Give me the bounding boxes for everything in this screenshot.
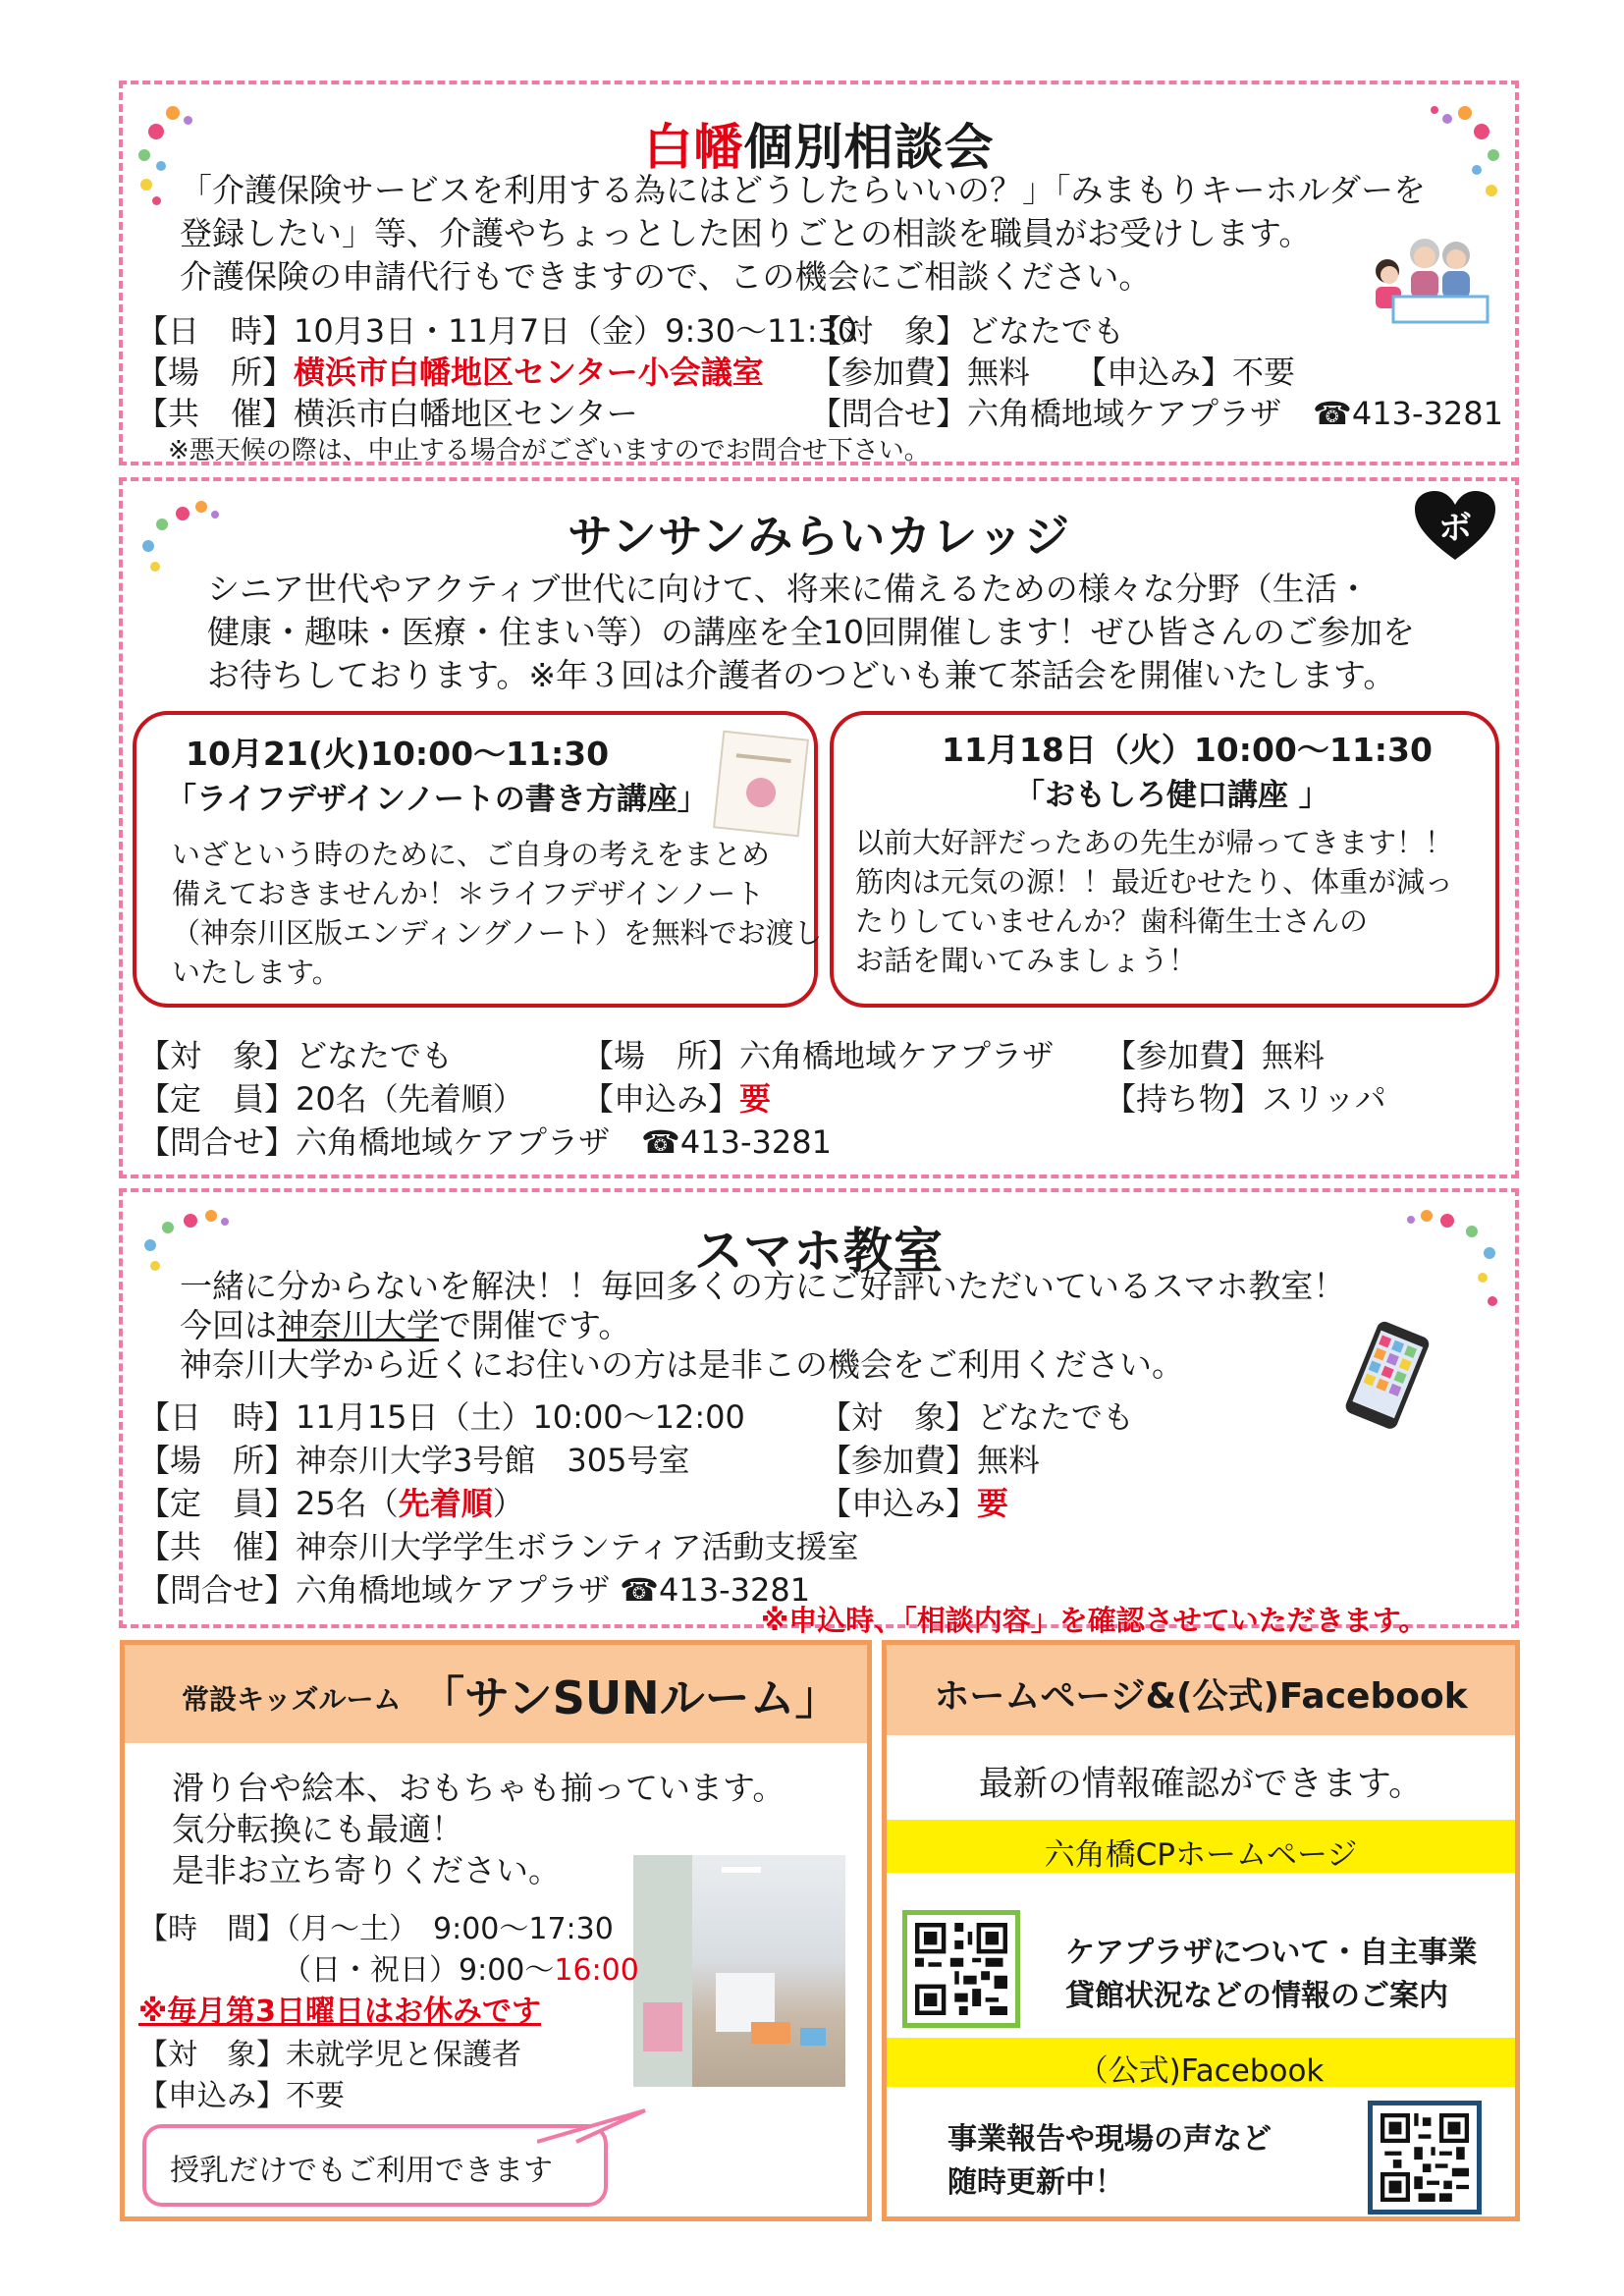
college-section bbox=[119, 477, 1519, 1178]
fee-info: 【参加費】無料 bbox=[810, 354, 1031, 391]
capacity-pre: 【定 員】25名（ bbox=[138, 1485, 399, 1522]
capacity-post: ） bbox=[492, 1485, 524, 1522]
section-title: サンサンみらいカレッジ bbox=[568, 510, 1070, 563]
kids-desc-1: 滑り台や絵本、おもちゃも揃っています。 bbox=[172, 1769, 785, 1807]
header-big: 「サンSUNルーム」 bbox=[419, 1671, 840, 1724]
course-card-2 bbox=[830, 711, 1499, 1008]
course-desc-4: お話を聞いてみましょう！ bbox=[855, 944, 1198, 977]
web-header bbox=[887, 1645, 1515, 1735]
intro-line-2: 健康・趣味・医療・住まい等）の講座を全10回開催します！ぜひ皆さんのご参加を bbox=[207, 613, 1415, 651]
web-header-text: ホームページ&(公式)Facebook bbox=[934, 1676, 1468, 1717]
capacity-info: 【定 員】20名（先着順） bbox=[138, 1080, 524, 1118]
speech-bubble-text: 授乳だけでもご利用できます bbox=[170, 2154, 553, 2188]
course-title: 「ライフデザインノートの書き方講座」 bbox=[166, 782, 708, 817]
intro-line-2-pre: 今回は bbox=[180, 1306, 277, 1344]
course-desc-1: いざという時のために、ご自身の考えをまとめ bbox=[172, 838, 771, 871]
header-small: 常設キッズルーム bbox=[182, 1683, 402, 1716]
contact-info: 【問合せ】六角橋地域ケアプラザ ☎413-3281 bbox=[138, 1123, 832, 1161]
bring-info: 【持ち物】スリッパ bbox=[1105, 1080, 1386, 1118]
host-info: 【共 催】横浜市白幡地区センター bbox=[136, 395, 638, 432]
date-info: 【日 時】11月15日（土）10:00～12:00 bbox=[138, 1398, 745, 1436]
place-value: 横浜市白幡地区センター小会議室 bbox=[294, 354, 764, 391]
intro-line-3: 神奈川大学から近くにお住いの方は是非この機会をご利用ください。 bbox=[180, 1345, 1184, 1384]
homepage-desc-1: ケアプラザについて・自主事業 bbox=[1065, 1936, 1478, 1970]
university-link[interactable]: 神奈川大学 bbox=[277, 1306, 439, 1344]
apply-info: 【申込み】不要 bbox=[138, 2079, 345, 2113]
consultation-section bbox=[119, 81, 1519, 465]
capacity-highlight: 先着順 bbox=[398, 1485, 493, 1522]
course-desc-2: 筋肉は元気の源！！最近むせたり、体重が減っ bbox=[855, 865, 1454, 899]
intro-line-3: お待ちしております。※年３回は介護者のつどいも兼て茶話会を開催いたします。 bbox=[207, 656, 1396, 694]
date-info: 【日 時】10月3日・11月7日（金）9:30～11:30 bbox=[136, 312, 858, 350]
web-facebook-panel bbox=[882, 1640, 1520, 2221]
hours-weekday: 【時 間】（月～土） 9:00～17:30 bbox=[138, 1912, 614, 1946]
homepage-desc-2: 貸館状況などの情報のご案内 bbox=[1065, 1979, 1448, 2013]
intro-line-2 bbox=[180, 1306, 630, 1345]
apply-value: 要 bbox=[977, 1485, 1009, 1522]
intro-line-1: 「介護保険サービスを利用する為にはどうしたらいいの？」「みまもりキーホルダーを bbox=[180, 171, 1427, 209]
course-desc-1: 以前大好評だったあの先生が帰ってきます！！ bbox=[855, 826, 1454, 859]
facebook-desc-2: 随時更新中！ bbox=[947, 2165, 1124, 2200]
facebook-qr-code[interactable] bbox=[1368, 2101, 1482, 2214]
web-lead: 最新の情報確認ができます。 bbox=[978, 1765, 1424, 1804]
contact-info: 【問合せ】六角橋地域ケアプラザ ☎413-3281 bbox=[810, 395, 1503, 432]
place-info: 【場 所】六角橋地域ケアプラザ bbox=[582, 1037, 1055, 1074]
target-info: 【対 象】未就学児と保護者 bbox=[138, 2038, 521, 2072]
kids-desc-2: 気分転換にも最適！ bbox=[172, 1810, 463, 1848]
hours-holiday bbox=[282, 1945, 639, 1989]
title-rest: 個別相談会 bbox=[743, 119, 995, 176]
smartphone-class-section bbox=[119, 1188, 1519, 1637]
course-date: 10月21(火)10:00～11:30 bbox=[186, 735, 610, 773]
target-info: 【対 象】どなたでも bbox=[138, 1037, 454, 1074]
section-title: スマホ教室 bbox=[694, 1223, 944, 1280]
capacity-info bbox=[138, 1479, 524, 1524]
kids-desc-3: 是非お立ち寄りください。 bbox=[172, 1851, 561, 1889]
intro-line-2-post: で開催です。 bbox=[439, 1306, 631, 1344]
kids-room-photo bbox=[633, 1855, 845, 2087]
facebook-band-text: （公式)Facebook bbox=[1077, 2053, 1325, 2089]
consultation-illustration bbox=[1364, 228, 1489, 326]
course-desc-2: 備えておきませんか！＊ライフデザインノート bbox=[172, 877, 765, 910]
place-info: 【場 所】神奈川大学3号館 305号室 bbox=[138, 1442, 690, 1479]
target-info: 【対 象】どなたでも bbox=[820, 1398, 1135, 1436]
fee-info: 【参加費】無料 bbox=[820, 1442, 1041, 1479]
intro-line-3: 介護保険の申請代行もできますので、この機会にご相談ください。 bbox=[180, 257, 1152, 296]
closed-day-note: ※毎月第3日曜日はお休みです bbox=[138, 1995, 542, 2029]
intro-line-1: 一緒に分からないを解決！！毎回多くの方にご好評いただいているスマホ教室！ bbox=[180, 1267, 1346, 1305]
host-info: 【共 催】神奈川大学学生ボランティア活動支援室 bbox=[138, 1528, 859, 1565]
intro-line-1: シニア世代やアクティブ世代に向けて、将来に備えるための様々な分野（生活・ bbox=[207, 570, 1370, 608]
homepage-qr-code[interactable] bbox=[902, 1910, 1020, 2028]
speech-bubble-tail bbox=[537, 2106, 655, 2146]
homepage-band-text: 六角橋CPホームページ bbox=[1044, 1837, 1358, 1873]
apply-info bbox=[820, 1479, 1008, 1524]
hours-holiday-pre: （日・祝日）9:00～ bbox=[282, 1953, 555, 1988]
place-label: 【場 所】 bbox=[136, 354, 295, 391]
apply-label: 【申込み】 bbox=[582, 1080, 740, 1118]
target-info: 【対 象】どなたでも bbox=[810, 312, 1125, 350]
badge-text: ボ bbox=[1438, 509, 1472, 548]
apply-info: 【申込み】不要 bbox=[1075, 354, 1296, 391]
kids-room-header bbox=[125, 1645, 867, 1743]
apply-info bbox=[582, 1074, 771, 1120]
course-card-1 bbox=[133, 711, 823, 1008]
kids-room-panel bbox=[120, 1640, 872, 2221]
title-highlight: 白幡 bbox=[643, 119, 744, 176]
course-desc-3: たりしていませんか？歯科衛生士さんの bbox=[855, 904, 1369, 938]
weather-note: ※悪天候の際は、中止する場合がございますのでお問合せ下さい。 bbox=[168, 436, 930, 465]
course-title: 「おもしろ健口講座 」 bbox=[1014, 778, 1329, 813]
course-date: 11月18日（火）10:00～11:30 bbox=[942, 731, 1433, 769]
note-book-image bbox=[713, 731, 809, 838]
facebook-band bbox=[887, 2038, 1515, 2087]
facebook-desc-1: 事業報告や現場の声など bbox=[947, 2122, 1272, 2157]
smartphone-icon bbox=[1332, 1320, 1440, 1430]
contact-info: 【問合せ】六角橋地域ケアプラザ ☎413-3281 bbox=[138, 1571, 811, 1609]
course-desc-3: （神奈川区版エンディングノート）を無料でお渡し bbox=[172, 916, 823, 950]
intro-line-2: 登録したい」等、介護やちょっとした困りごとの相談を職員がお受けします。 bbox=[180, 214, 1312, 252]
apply-label: 【申込み】 bbox=[820, 1485, 978, 1522]
application-note: ※申込時、「相談内容」を確認させていただきます。 bbox=[761, 1604, 1428, 1637]
hours-holiday-end: 16:00 bbox=[554, 1953, 639, 1988]
course-desc-4: いたします。 bbox=[172, 956, 341, 989]
place-info bbox=[136, 348, 764, 393]
homepage-band bbox=[887, 1820, 1515, 1873]
fee-info: 【参加費】無料 bbox=[1105, 1037, 1326, 1074]
apply-value: 要 bbox=[739, 1080, 772, 1118]
volunteer-heart-badge bbox=[1413, 489, 1497, 562]
